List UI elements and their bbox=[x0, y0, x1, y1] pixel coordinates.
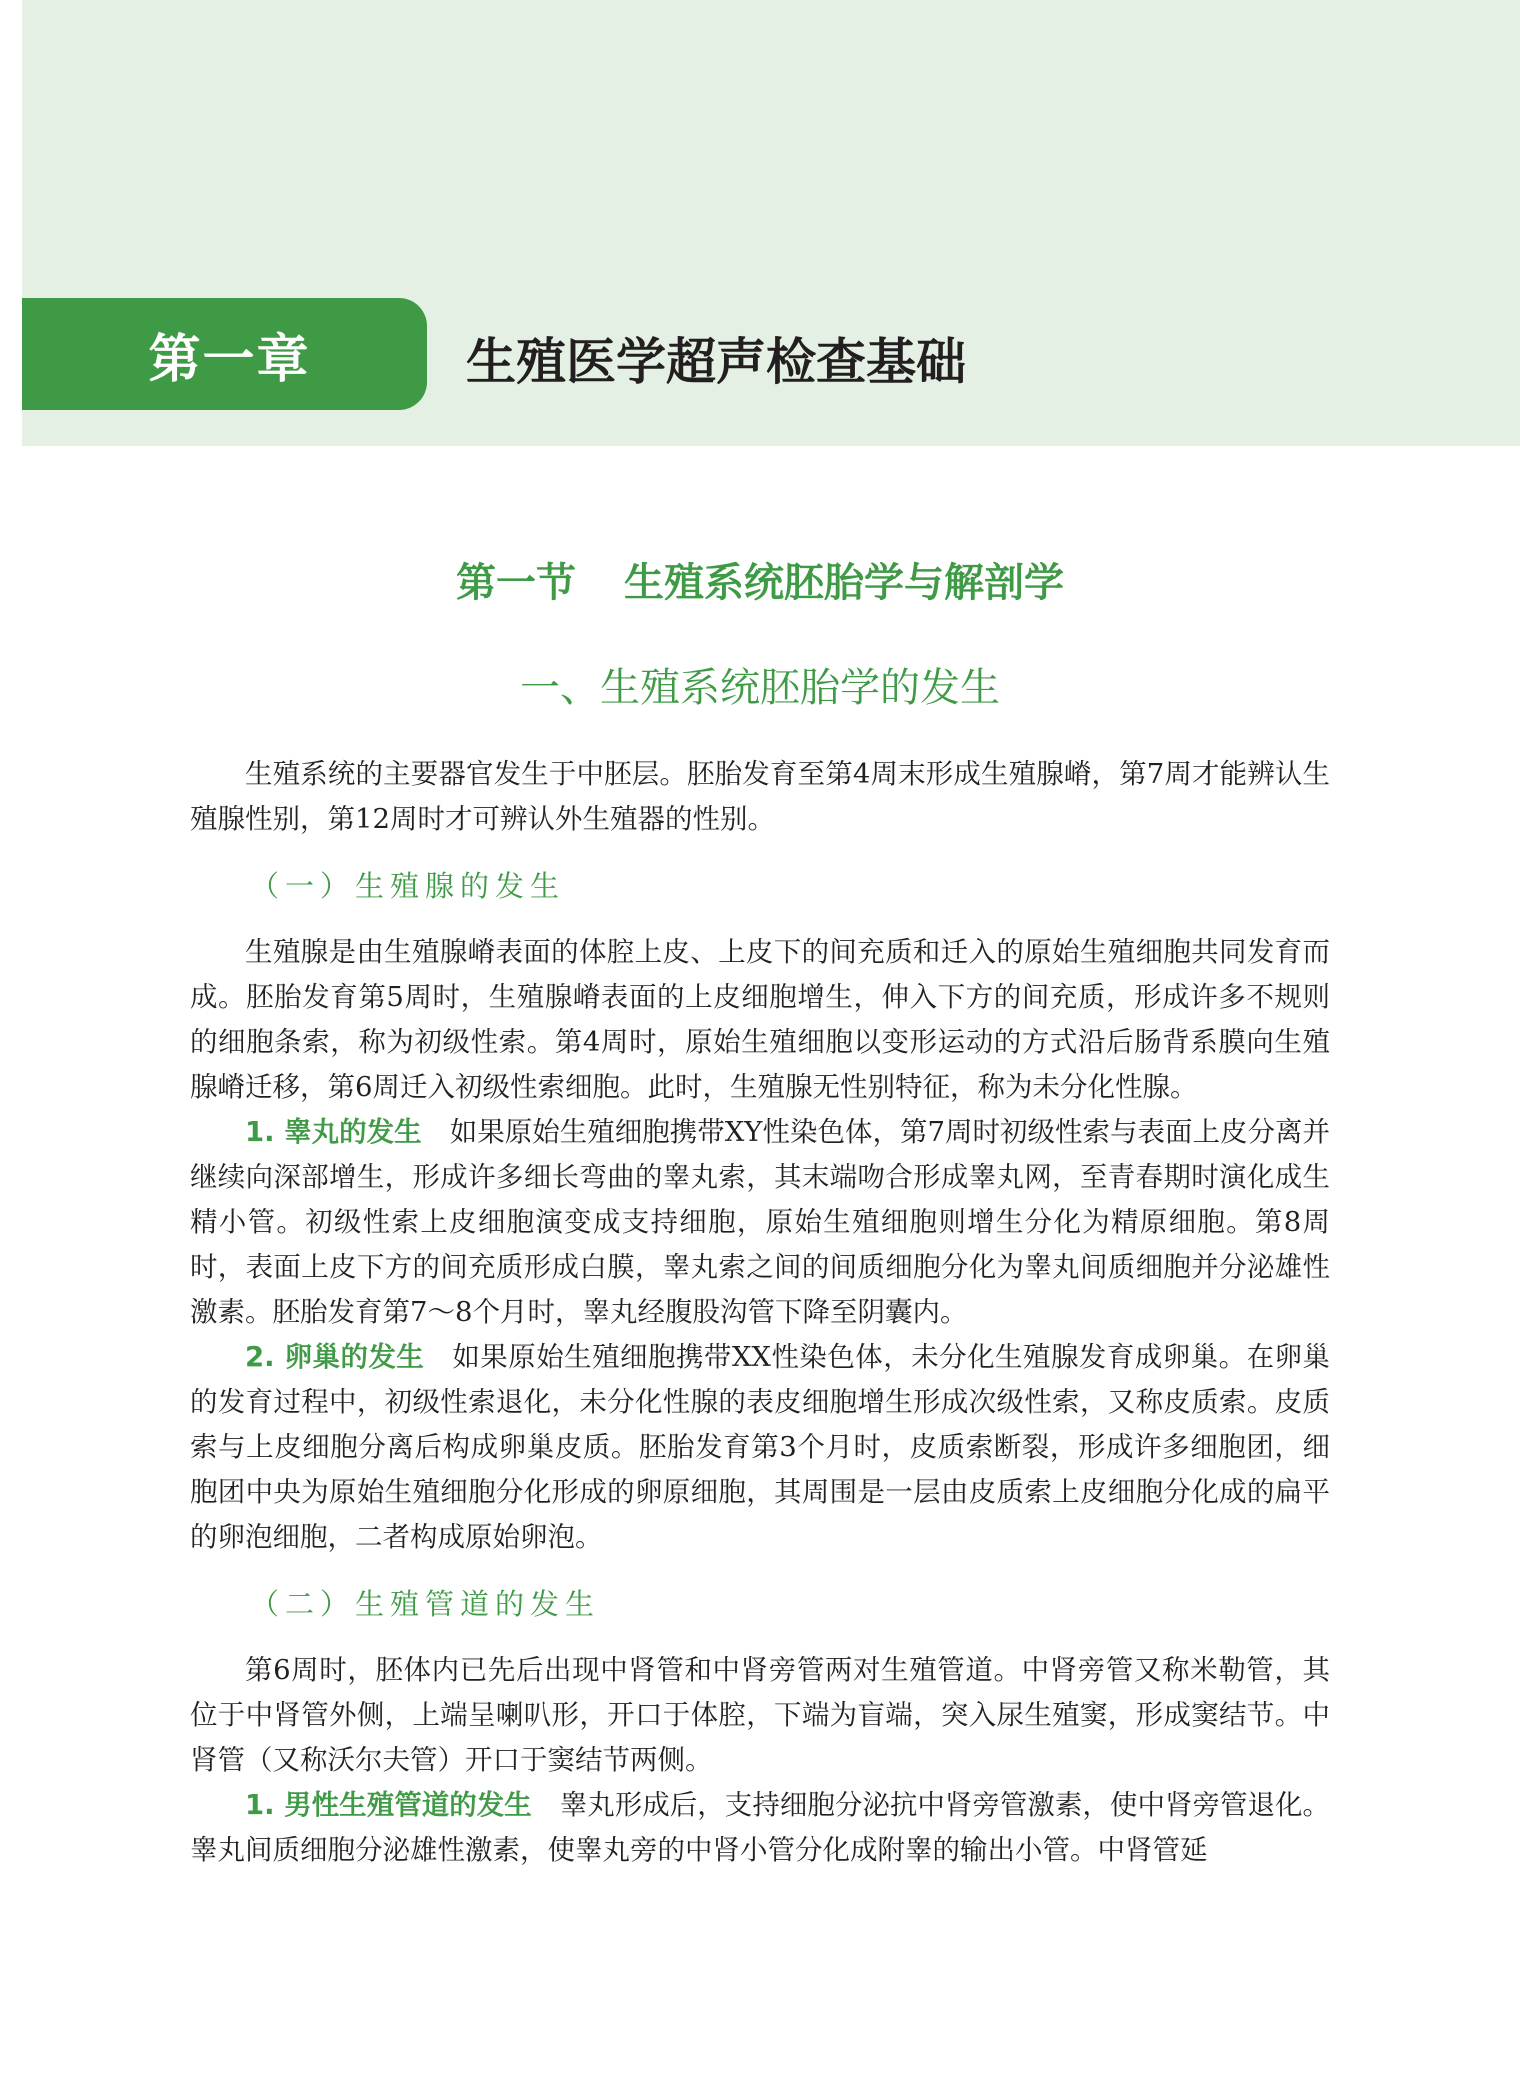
genital-duct-paragraph: 第6周时，胚体内已先后出现中肾管和中肾旁管两对生殖管道。中肾旁管又称米勒管，其位于中肾管外侧，上端呈喇叭形，开口于体腔，下端为盲端，突入尿生殖窦，形成窦结节。中肾管（又称沃尔夫管）开口于窦结节两侧。 bbox=[190, 1654, 1330, 1776]
subsection-title: 一、生殖系统胚胎学的发生 bbox=[520, 665, 1000, 711]
section-title: 生殖系统胚胎学与解剖学 bbox=[624, 560, 1064, 606]
chapter-label: 第一章 bbox=[148, 329, 311, 390]
male-duct-text: 睾丸形成后，支持细胞分泌抗中肾旁管激素，使中肾旁管退化。睾丸间质细胞分泌雄性激素，使睾丸旁的中肾小管分化成附睾的输出小管。中肾管延 bbox=[190, 1789, 1330, 1866]
chapter-label-tab bbox=[22, 298, 427, 410]
intro-paragraph: 生殖系统的主要器官发生于中胚层。胚胎发育至第4周末形成生殖腺嵴，第7周才能辨认生殖腺性别，第12周时才可辨认外生殖器的性别。 bbox=[190, 758, 1330, 835]
testis-development-paragraph bbox=[190, 1110, 1330, 1335]
gonad-development-heading: （一）生殖腺的发生 bbox=[250, 869, 566, 903]
male-duct-lead: 1. 男性生殖管道的发生 bbox=[245, 1789, 532, 1821]
male-duct-paragraph bbox=[190, 1783, 1330, 1873]
gonad-development-paragraph: 生殖腺是由生殖腺嵴表面的体腔上皮、上皮下的间充质和迁入的原始生殖细胞共同发育而成。胚胎发育第5周时，生殖腺嵴表面的上皮细胞增生，伸入下方的间充质，形成许多不规则的细胞条索，称为初级性索。第4周时，原始生殖细胞以变形运动的方式沿后肠背系膜向生殖腺嵴迁移，第6周迁入初级性索细胞。此时，生殖腺无性别特征，称为未分化性腺。 bbox=[190, 936, 1330, 1103]
section-heading bbox=[0, 551, 1520, 608]
genital-duct-heading: （二）生殖管道的发生 bbox=[250, 1587, 601, 1621]
body-text bbox=[190, 752, 1330, 1873]
ovary-development-paragraph bbox=[190, 1335, 1330, 1560]
section-number: 第一节 bbox=[456, 560, 576, 606]
chapter-title: 生殖医学超声检查基础 bbox=[466, 333, 966, 391]
testis-development-lead: 1. 睾丸的发生 bbox=[245, 1116, 422, 1148]
testis-development-text: 如果原始生殖细胞携带XY性染色体，第7周时初级性索与表面上皮分离并继续向深部增生，形成许多细长弯曲的睾丸索，其末端吻合形成睾丸网，至青春期时演化成生精小管。初级性索上皮细胞演变成支持细胞，原始生殖细胞则增生分化为精原细胞。第8周时，表面上皮下方的间充质形成白膜，睾丸索之间的间质细胞分化为睾丸间质细胞并分泌雄性激素。胚胎发育第7～8个月时，睾丸经腹股沟管下降至阴囊内。 bbox=[190, 1116, 1331, 1328]
ovary-development-text: 如果原始生殖细胞携带XX性染色体，未分化生殖腺发育成卵巢。在卵巢的发育过程中，初级性索退化，未分化性腺的表皮细胞增生形成次级性索，又称皮质索。皮质索与上皮细胞分离后构成卵巢皮质。胚胎发育第3个月时，皮质索断裂，形成许多细胞团，细胞团中央为原始生殖细胞分化形成的卵原细胞，其周围是一层由皮质索上皮细胞分化成的扁平的卵泡细胞，二者构成原始卵泡。 bbox=[190, 1341, 1331, 1553]
ovary-development-lead: 2. 卵巢的发生 bbox=[245, 1341, 425, 1373]
